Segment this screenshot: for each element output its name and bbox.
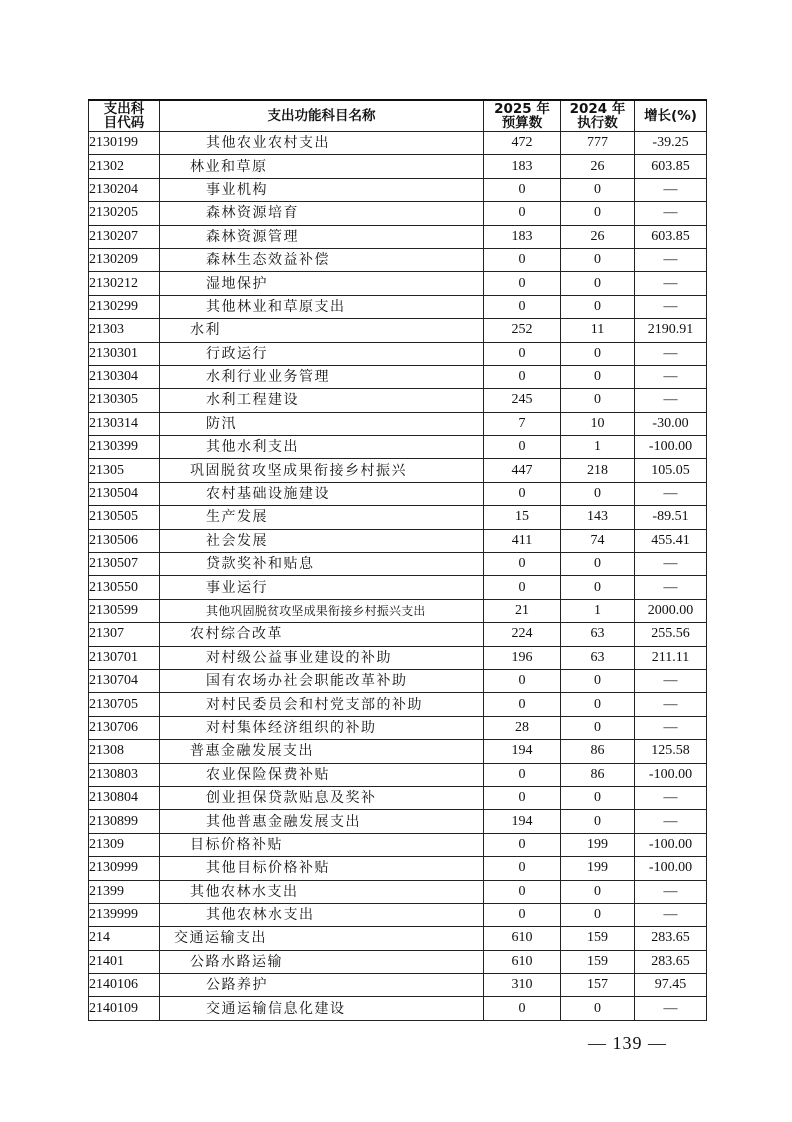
cell-growth: 283.65 [635,927,707,950]
cell-executed-2024: 0 [561,342,635,365]
cell-budget-2025: 0 [484,576,561,599]
cell-executed-2024: 159 [561,950,635,973]
cell-executed-2024: 0 [561,693,635,716]
cell-budget-2025: 0 [484,903,561,926]
cell-code: 2130804 [89,786,160,809]
cell-executed-2024: 0 [561,786,635,809]
cell-name: 生产发展 [160,506,484,529]
cell-executed-2024: 1 [561,436,635,459]
cell-budget-2025: 0 [484,669,561,692]
cell-executed-2024: 0 [561,669,635,692]
table-row [89,646,707,669]
cell-code: 21303 [89,319,160,342]
cell-budget-2025: 610 [484,950,561,973]
table-body [89,132,707,1021]
cell-name: 农业保险保费补贴 [160,763,484,786]
cell-name: 公路养护 [160,974,484,997]
cell-growth: — [635,786,707,809]
table-row [89,553,707,576]
cell-code: 2130599 [89,599,160,622]
cell-code: 214 [89,927,160,950]
cell-budget-2025: 0 [484,365,561,388]
cell-executed-2024: 0 [561,389,635,412]
cell-name: 森林生态效益补偿 [160,248,484,271]
table-row [89,412,707,435]
cell-budget-2025: 0 [484,482,561,505]
cell-name: 行政运行 [160,342,484,365]
cell-code: 21305 [89,459,160,482]
cell-executed-2024: 74 [561,529,635,552]
cell-code: 2130899 [89,810,160,833]
cell-name: 交通运输信息化建设 [160,997,484,1020]
cell-name: 防汛 [160,412,484,435]
cell-name: 水利行业业务管理 [160,365,484,388]
table-row [89,997,707,1020]
table-row [89,903,707,926]
cell-name: 其他林业和草原支出 [160,295,484,318]
cell-code: 2140109 [89,997,160,1020]
cell-code: 2130305 [89,389,160,412]
cell-code: 2130506 [89,529,160,552]
cell-executed-2024: 0 [561,903,635,926]
cell-executed-2024: 26 [561,155,635,178]
cell-growth: 603.85 [635,155,707,178]
cell-budget-2025: 194 [484,810,561,833]
cell-name: 森林资源培育 [160,202,484,225]
cell-executed-2024: 0 [561,997,635,1020]
cell-growth: 255.56 [635,623,707,646]
cell-budget-2025: 0 [484,248,561,271]
cell-growth: — [635,178,707,201]
cell-growth: — [635,482,707,505]
cell-budget-2025: 610 [484,927,561,950]
table-row [89,436,707,459]
table-row [89,599,707,622]
table-row [89,482,707,505]
cell-executed-2024: 777 [561,132,635,155]
cell-executed-2024: 0 [561,553,635,576]
cell-budget-2025: 245 [484,389,561,412]
cell-budget-2025: 0 [484,272,561,295]
cell-growth: -39.25 [635,132,707,155]
cell-name: 其他水利支出 [160,436,484,459]
header-name: 支出功能科目名称 [160,100,484,132]
cell-growth: — [635,365,707,388]
cell-code: 2130314 [89,412,160,435]
cell-executed-2024: 0 [561,178,635,201]
cell-executed-2024: 0 [561,202,635,225]
cell-code: 2130199 [89,132,160,155]
table-row [89,927,707,950]
cell-executed-2024: 0 [561,810,635,833]
cell-executed-2024: 0 [561,248,635,271]
cell-growth: -100.00 [635,857,707,880]
cell-code: 2130204 [89,178,160,201]
cell-budget-2025: 310 [484,974,561,997]
cell-code: 2139999 [89,903,160,926]
cell-code: 2130212 [89,272,160,295]
cell-executed-2024: 159 [561,927,635,950]
cell-growth: — [635,295,707,318]
cell-growth: — [635,880,707,903]
cell-code: 21309 [89,833,160,856]
cell-code: 2130550 [89,576,160,599]
table-row [89,740,707,763]
cell-executed-2024: 63 [561,646,635,669]
table-row [89,132,707,155]
cell-budget-2025: 0 [484,880,561,903]
table-row [89,623,707,646]
table-row [89,155,707,178]
table-row [89,810,707,833]
cell-code: 2130209 [89,248,160,271]
cell-name: 交通运输支出 [160,927,484,950]
cell-code: 2130399 [89,436,160,459]
table-row [89,693,707,716]
cell-executed-2024: 1 [561,599,635,622]
cell-code: 21307 [89,623,160,646]
table-row [89,295,707,318]
cell-budget-2025: 0 [484,436,561,459]
cell-name: 其他普惠金融发展支出 [160,810,484,833]
cell-executed-2024: 218 [561,459,635,482]
cell-code: 21308 [89,740,160,763]
table-row [89,786,707,809]
table-row [89,342,707,365]
cell-growth: -100.00 [635,763,707,786]
cell-budget-2025: 0 [484,763,561,786]
cell-name: 公路水路运输 [160,950,484,973]
cell-code: 2140106 [89,974,160,997]
cell-growth: -89.51 [635,506,707,529]
cell-code: 2130505 [89,506,160,529]
cell-growth: -30.00 [635,412,707,435]
cell-name: 普惠金融发展支出 [160,740,484,763]
table-row [89,178,707,201]
cell-executed-2024: 63 [561,623,635,646]
page-number: — 139 — [588,1033,667,1053]
cell-budget-2025: 183 [484,155,561,178]
cell-executed-2024: 0 [561,272,635,295]
cell-name: 事业机构 [160,178,484,201]
table-row [89,950,707,973]
cell-growth: 283.65 [635,950,707,973]
cell-growth: — [635,997,707,1020]
cell-growth: — [635,248,707,271]
cell-growth: — [635,669,707,692]
cell-name: 农村基础设施建设 [160,482,484,505]
table-row [89,576,707,599]
cell-name: 创业担保贷款贴息及奖补 [160,786,484,809]
table-row [89,857,707,880]
cell-code: 2130999 [89,857,160,880]
cell-executed-2024: 199 [561,857,635,880]
cell-code: 2130701 [89,646,160,669]
cell-name: 事业运行 [160,576,484,599]
cell-budget-2025: 0 [484,295,561,318]
table-row [89,389,707,412]
table-row [89,716,707,739]
cell-name: 其他农业农村支出 [160,132,484,155]
cell-growth: — [635,389,707,412]
cell-budget-2025: 411 [484,529,561,552]
cell-executed-2024: 86 [561,763,635,786]
cell-growth: — [635,553,707,576]
cell-budget-2025: 252 [484,319,561,342]
cell-name: 社会发展 [160,529,484,552]
cell-budget-2025: 194 [484,740,561,763]
cell-executed-2024: 11 [561,319,635,342]
table-row [89,974,707,997]
table-row [89,365,707,388]
cell-code: 2130205 [89,202,160,225]
cell-growth: 2000.00 [635,599,707,622]
cell-executed-2024: 157 [561,974,635,997]
cell-growth: — [635,693,707,716]
cell-name: 巩固脱贫攻坚成果衔接乡村振兴 [160,459,484,482]
cell-code: 2130507 [89,553,160,576]
cell-budget-2025: 447 [484,459,561,482]
table-row [89,248,707,271]
cell-name: 森林资源管理 [160,225,484,248]
cell-code: 2130299 [89,295,160,318]
cell-budget-2025: 0 [484,202,561,225]
cell-name: 贷款奖补和贴息 [160,553,484,576]
cell-code: 2130504 [89,482,160,505]
cell-executed-2024: 86 [561,740,635,763]
cell-budget-2025: 0 [484,553,561,576]
cell-budget-2025: 0 [484,178,561,201]
cell-growth: -100.00 [635,833,707,856]
cell-name: 其他巩固脱贫攻坚成果衔接乡村振兴支出 [160,599,484,622]
cell-name: 水利工程建设 [160,389,484,412]
cell-budget-2025: 7 [484,412,561,435]
cell-growth: — [635,576,707,599]
cell-code: 2130704 [89,669,160,692]
header-growth: 增长(%) [635,100,707,132]
cell-executed-2024: 0 [561,576,635,599]
table-row [89,459,707,482]
cell-growth: — [635,903,707,926]
table-row [89,272,707,295]
cell-code: 21302 [89,155,160,178]
table-row [89,880,707,903]
cell-name: 对村民委员会和村党支部的补助 [160,693,484,716]
cell-budget-2025: 224 [484,623,561,646]
table-row [89,833,707,856]
cell-growth: — [635,716,707,739]
cell-budget-2025: 196 [484,646,561,669]
cell-name: 其他农林水支出 [160,903,484,926]
table-header [89,100,707,132]
cell-growth: 603.85 [635,225,707,248]
header-budget-2025: 2025 年 预算数 [484,100,561,132]
budget-table [88,99,707,1021]
cell-name: 对村级公益事业建设的补助 [160,646,484,669]
cell-code: 21399 [89,880,160,903]
cell-name: 水利 [160,319,484,342]
cell-name: 其他农林水支出 [160,880,484,903]
cell-budget-2025: 0 [484,997,561,1020]
cell-executed-2024: 0 [561,482,635,505]
table-row [89,225,707,248]
cell-budget-2025: 28 [484,716,561,739]
cell-executed-2024: 199 [561,833,635,856]
header-executed-2024: 2024 年 执行数 [561,100,635,132]
table-row [89,529,707,552]
cell-growth: 97.45 [635,974,707,997]
cell-growth: -100.00 [635,436,707,459]
cell-growth: — [635,202,707,225]
cell-name: 国有农场办社会职能改革补助 [160,669,484,692]
cell-executed-2024: 26 [561,225,635,248]
table-row [89,763,707,786]
cell-budget-2025: 183 [484,225,561,248]
cell-budget-2025: 472 [484,132,561,155]
cell-budget-2025: 0 [484,693,561,716]
cell-name: 目标价格补贴 [160,833,484,856]
cell-growth: 211.11 [635,646,707,669]
cell-budget-2025: 21 [484,599,561,622]
cell-code: 2130301 [89,342,160,365]
table-row [89,669,707,692]
cell-budget-2025: 0 [484,786,561,809]
cell-name: 其他目标价格补贴 [160,857,484,880]
cell-growth: 125.58 [635,740,707,763]
cell-code: 21401 [89,950,160,973]
cell-code: 2130706 [89,716,160,739]
cell-executed-2024: 0 [561,716,635,739]
cell-code: 2130207 [89,225,160,248]
cell-code: 2130803 [89,763,160,786]
table-row [89,202,707,225]
cell-executed-2024: 0 [561,880,635,903]
cell-growth: 2190.91 [635,319,707,342]
cell-budget-2025: 15 [484,506,561,529]
cell-growth: — [635,342,707,365]
cell-growth: 455.41 [635,529,707,552]
cell-name: 林业和草原 [160,155,484,178]
table-row [89,506,707,529]
header-code: 支出科 目代码 [89,100,160,132]
cell-growth: — [635,272,707,295]
cell-executed-2024: 143 [561,506,635,529]
table-row [89,319,707,342]
cell-executed-2024: 10 [561,412,635,435]
cell-budget-2025: 0 [484,857,561,880]
cell-name: 对村集体经济组织的补助 [160,716,484,739]
cell-code: 2130304 [89,365,160,388]
cell-name: 湿地保护 [160,272,484,295]
cell-growth: — [635,810,707,833]
cell-executed-2024: 0 [561,295,635,318]
cell-executed-2024: 0 [561,365,635,388]
cell-code: 2130705 [89,693,160,716]
cell-budget-2025: 0 [484,833,561,856]
cell-growth: 105.05 [635,459,707,482]
cell-budget-2025: 0 [484,342,561,365]
cell-name: 农村综合改革 [160,623,484,646]
